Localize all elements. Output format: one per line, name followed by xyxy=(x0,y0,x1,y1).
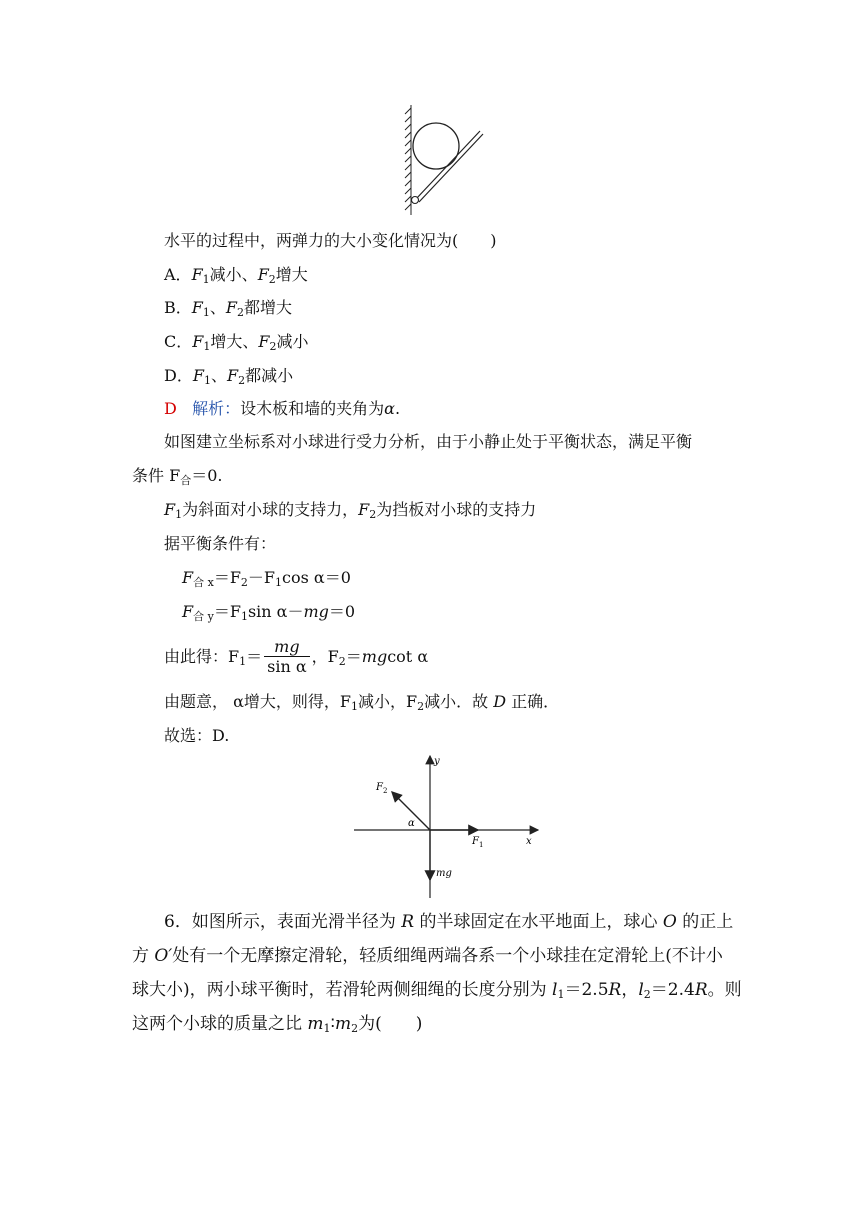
option-letter: B． xyxy=(164,298,192,317)
q6-line1: 6．如图所示，表面光滑半径为 R 的半球固定在水平地面上，球心 O 的正上 xyxy=(164,912,734,932)
solution-para4: 由题意， α增大，则得，$F_1$减小，$F_2$减小．故 D 正确． xyxy=(164,692,560,713)
solution-para3: 据平衡条件有： xyxy=(164,534,277,553)
f2-label: $F_2$ xyxy=(376,782,388,795)
equation-x: $F_{合 x}=F_2-F_1\cos$ α＝0 xyxy=(182,568,351,589)
ball xyxy=(413,123,459,169)
solution-para5: 故选：D. xyxy=(164,726,230,745)
board-line xyxy=(416,131,480,199)
solution-para1b: 条件 $F_合=0$. xyxy=(132,466,223,487)
answer-letter: D xyxy=(164,399,177,418)
option-letter: A． xyxy=(164,265,192,284)
equation-y: $F_{合 y}=F_1\sin$ α－mg＝0 xyxy=(182,602,356,623)
equation-result: 由此得：$F_1=$ $\frac{mg}{\text{sin α}}$ ，$F_2=mgcot$ α xyxy=(164,637,429,676)
solution-para2: $F_1$为斜面对小球的支持力，$F_2$为挡板对小球的支持力 xyxy=(164,500,537,521)
option-letter: D． xyxy=(164,366,193,385)
option-a[interactable]: A．$F_1$减小、$F_2$增大 xyxy=(164,265,308,286)
option-letter: C． xyxy=(164,332,193,351)
solution-header: D 解析：设木板和墙的夹角为α. xyxy=(164,399,401,418)
wall-hatching xyxy=(405,105,411,215)
x-label: x xyxy=(526,836,532,847)
option-d[interactable]: D．$F_1$、$F_2$都减小 xyxy=(164,366,294,387)
hinge xyxy=(412,197,419,204)
wall-ball-board-figure xyxy=(396,100,492,220)
q6-line3: 球大小)，两小球平衡时，若滑轮两侧细绳的长度分别为 $l_1=2.5R$，$l_2=2.4R$。则 xyxy=(132,980,742,1001)
option-c[interactable]: C．$F_1$增大、$F_2$减小 xyxy=(164,332,309,353)
option-b[interactable]: B．$F_1$、$F_2$都增大 xyxy=(164,298,293,319)
q6-line2: 方 O′处有一个无摩擦定滑轮，轻质细绳两端各系一个小球挂在定滑轮上(不计小 xyxy=(132,946,723,966)
q5-stem-tail: 水平的过程中，两弹力的大小变化情况为( ) xyxy=(164,231,497,250)
alpha-label: α xyxy=(408,818,415,829)
y-label: y xyxy=(434,756,440,767)
mg-label: mg xyxy=(436,868,452,879)
q6-line4: 这两个小球的质量之比 $m_1∶m_2$为( ) xyxy=(132,1014,423,1035)
analysis-label: 解析： xyxy=(192,399,241,418)
force-diagram xyxy=(350,752,546,902)
fraction: $\frac{mg}{\text{sin α}}$ xyxy=(264,638,310,677)
f1-label: $F_1$ xyxy=(472,836,484,849)
solution-para1: 如图建立坐标系对小球进行受力分析，由于小静止处于平衡状态，满足平衡 xyxy=(164,432,693,451)
